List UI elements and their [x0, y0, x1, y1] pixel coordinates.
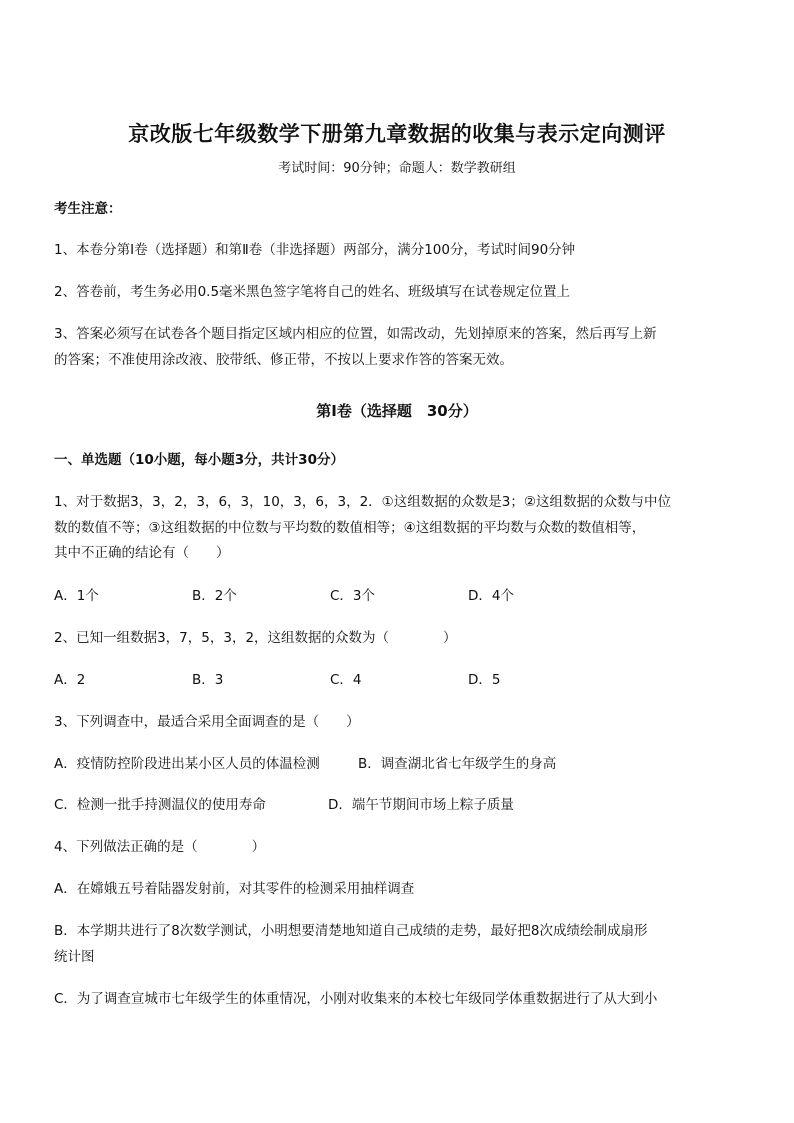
option-b-continued: 统计图 — [54, 949, 95, 965]
option-c: C．为了调查宣城市七年级学生的体重情况，小刚对收集来的本校七年级同学体重数据进行了从大到小 — [54, 991, 658, 1007]
option-b: B．调查湖北省七年级学生的身高 — [358, 756, 557, 772]
notice-item: 1、本卷分第Ⅰ卷（选择题）和第Ⅱ卷（非选择题）两部分，满分100分，考试时间90分钟 — [54, 242, 576, 258]
notice-item: 的答案；不准使用涂改液、胶带纸、修正带，不按以上要求作答的答案无效。 — [54, 352, 513, 368]
option-a: A．1个 — [54, 588, 99, 604]
option-a: A．2 — [54, 672, 86, 688]
section-heading: 一、单选题（10小题，每小题3分，共计30分） — [54, 452, 344, 468]
exam-info: 考试时间：90分钟；命题人：数学教研组 — [278, 161, 516, 176]
option-d: D．端午节期间市场上粽子质量 — [328, 797, 514, 813]
question-1-stem: 其中不正确的结论有（ ） — [54, 545, 230, 561]
option-c: C．检测一批手持测温仪的使用寿命 — [54, 797, 266, 813]
notice-item: 3、答案必须写在试卷各个题目指定区域内相应的位置，如需改动，先划掉原来的答案，然后再写上新 — [54, 326, 657, 342]
option-b: B．3 — [192, 672, 224, 688]
question-4-stem: 4、下列做法正确的是（ ） — [54, 839, 266, 855]
question-2-stem: 2、已知一组数据3，7，5，3，2，这组数据的众数为（ ） — [54, 630, 457, 646]
option-d: D．5 — [468, 672, 501, 688]
question-3-stem: 3、下列调查中，最适合采用全面调查的是（ ） — [54, 714, 360, 730]
option-b: B．本学期共进行了8次数学测试，小明想要清楚地知道自己成绩的走势，最好把8次成绩绘制成扇形 — [54, 923, 648, 939]
question-1-stem: 1、对于数据3，3，2，3，6，3，10，3，6，3，2．①这组数据的众数是3；②这组数据的众数与中位 — [54, 494, 671, 510]
page-title: 京改版七年级数学下册第九章数据的收集与表示定向测评 — [128, 121, 666, 146]
option-c: C．3个 — [330, 588, 376, 604]
option-b: B．2个 — [192, 588, 237, 604]
option-a: A．疫情防控阶段进出某小区人员的体温检测 — [54, 756, 320, 772]
part-title: 第Ⅰ卷（选择题 30分） — [316, 402, 478, 420]
notice-heading: 考生注意： — [54, 201, 122, 217]
option-a: A．在嫦娥五号着陆器发射前，对其零件的检测采用抽样调查 — [54, 881, 415, 897]
notice-item: 2、答卷前，考生务必用0.5毫米黑色签字笔将自己的姓名、班级填写在试卷规定位置上 — [54, 284, 571, 300]
option-d: D．4个 — [468, 588, 514, 604]
option-c: C．4 — [330, 672, 362, 688]
question-1-stem: 数的数值不等；③这组数据的中位数与平均数的数值相等；④这组数据的平均数与众数的数值相等， — [54, 520, 646, 536]
